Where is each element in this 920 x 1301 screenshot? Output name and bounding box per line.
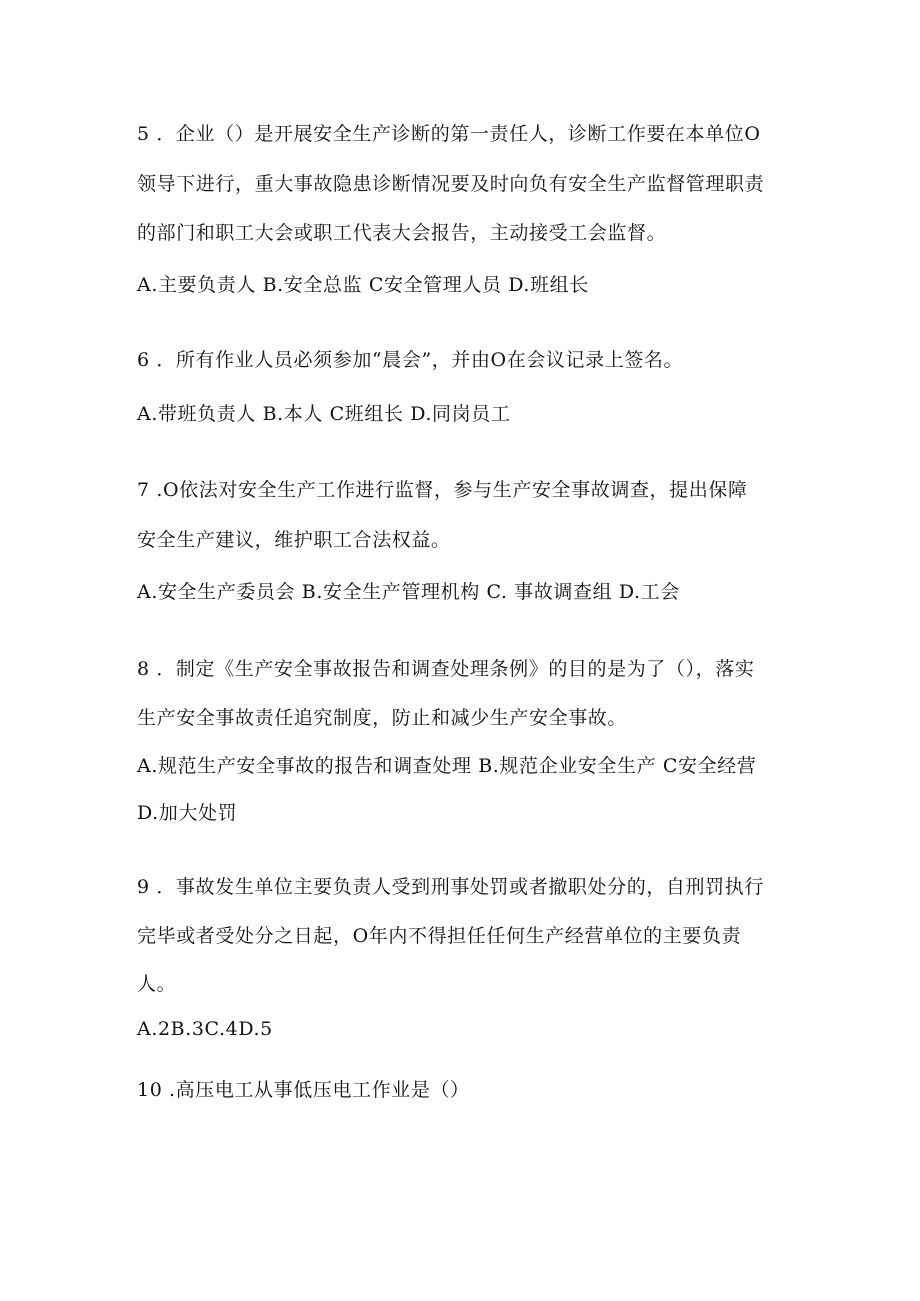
question-7-line-2: 安全生产建议，维护职工合法权益。 xyxy=(137,529,451,551)
question-5-line-3: 的部门和职工大会或职工代表大会报告，主动接受工会监督。 xyxy=(137,222,667,244)
question-7-options: A.安全生产委员会 B.安全生产管理机构 C. 事故调查组 D.工会 xyxy=(137,581,680,603)
question-9-line-1: 9 ．事故发生单位主要负责人受到刑事处罚或者撤职处分的，自刑罚执行 xyxy=(137,876,764,898)
question-8-line-2: 生产安全事故责任追究制度，防止和减少生产安全事故。 xyxy=(137,707,628,729)
question-6-line-1: 6 ．所有作业人员必须参加“晨会”，并由O在会议记录上签名。 xyxy=(137,349,684,371)
question-8-line-1: 8 ．制定《生产安全事故报告和调查处理条例》的目的是为了（），落实 xyxy=(137,658,755,680)
question-8-options-line-1: A.规范生产安全事故的报告和调查处理 B.规范企业安全生产 C安全经营 xyxy=(137,755,757,777)
question-6-options: A.带班负责人 B.本人 C班组长 D.同岗员工 xyxy=(137,403,511,425)
question-8-options-line-2: D.加大处罚 xyxy=(137,802,238,824)
question-9-line-2: 完毕或者受处分之日起，O年内不得担任任何生产经营单位的主要负责 xyxy=(137,925,742,947)
question-9-options: A.2B.3C.4D.5 xyxy=(137,1018,273,1040)
question-10-line-1: 10 .高压电工从事低压电工作业是（） xyxy=(137,1079,470,1101)
question-7-line-1: 7 .O依法对安全生产工作进行监督，参与生产安全事故调查，提出保障 xyxy=(137,479,748,501)
question-5-options: A.主要负责人 B.安全总监 C安全管理人员 D.班组长 xyxy=(137,274,589,296)
question-9-line-3: 人。 xyxy=(137,973,177,995)
question-5-line-2: 领导下进行，重大事故隐患诊断情况要及时向负有安全生产监督管理职责 xyxy=(137,173,765,195)
question-5-line-1: 5 ．企业（）是开展安全生产诊断的第一责任人，诊断工作要在本单位O xyxy=(137,123,761,145)
